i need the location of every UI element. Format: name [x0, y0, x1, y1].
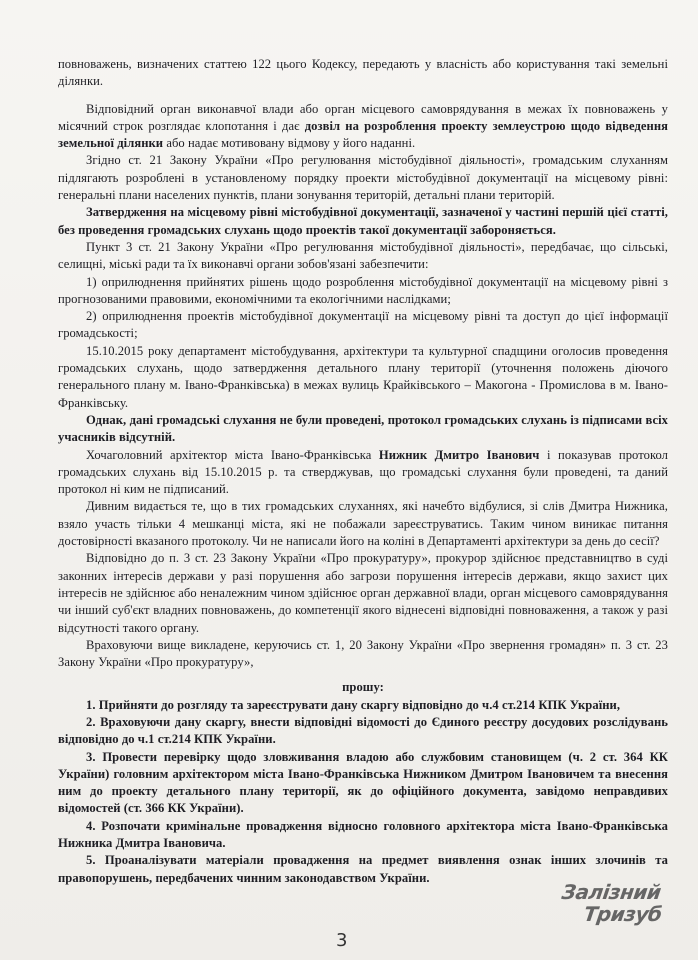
- paragraph: Дивним видається те, що в тих громадських слуханнях, які начебто відбулися, зі слів Дмитра Нижника, взяло участь тільки 4 мешканці міста, які не побажали зареєструватись. Таким чином виникає питання достовірності вказаного протоколу. Чи не написали його на коліні в Департаменті архітектури за день до сесії?: [58, 499, 668, 549]
- paragraph: Враховуючи вище викладене, керуючись ст. 1, 20 Закону України «Про звернення громадян» п. 3 ст. 23 Закону України «Про прокуратуру»,: [58, 637, 668, 670]
- request-item: 2. Враховуючи дану скаргу, внести відповідні відомості до Єдиного реєстру досудових розслідувань відповідно до ч.1 ст.214 КПК України.: [58, 714, 668, 747]
- page-number: 3: [336, 930, 348, 951]
- list-item: 1) оприлюднення прийнятих рішень щодо розроблення містобудівної документації на місцевому рівні з прогнозованими правовими, економічними та екологічними наслідками;: [58, 274, 668, 306]
- paragraph: Пункт 3 ст. 21 Закону України «Про регулювання містобудівної діяльності», передбачає, що сільські, селищні, міські ради та їх виконавчі органи зобов'язані забезпечити:: [58, 239, 668, 272]
- paragraph: Згідно ст. 21 Закону України «Про регулювання містобудівної діяльності», громадським слуханням підлягають розроблені в установленому порядку проекти містобудівної документації на місцевому рівні: генеральні плани населених пунктів, плани зонування територій, детальні плани територій.: [58, 153, 668, 203]
- paragraph: Відповідний орган виконавчої влади або орган місцевого самоврядування в межах їх повноважень у місячний строк розглядає клопотання і дає дозвіл на розроблення проекту землеустрою щодо відведення земельної ділянки або надає мотивовану відмову у його наданні.: [58, 101, 668, 151]
- list-item: 2) оприлюднення проектів містобудівної документації на місцевому рівні та доступ до цієї інформації громадськості;: [58, 309, 668, 341]
- request-item: 3. Провести перевірку щодо зловживання владою або службовим становищем (ч. 2 ст. 364 КК України) головним архітектором міста Івано-Франківська Нижником Дмитром Івановичем та внесення ним до проекту детального плану території, як до офіційного документа, завідомо неправдивих відомостей (ст. 366 КК України).: [58, 749, 668, 816]
- document-body: [58, 56, 668, 887]
- paragraph-bold: Однак, дані громадські слухання не були проведені, протокол громадських слухань із підписами всіх учасників відсутній.: [58, 412, 668, 445]
- paragraph: повноважень, визначених статтею 122 цього Кодексу, передають у власність або користування такі земельні ділянки.: [58, 57, 668, 89]
- logo-watermark: [558, 880, 688, 942]
- logo-text-line1: Залізний: [560, 880, 663, 904]
- request-item: 1. Прийняти до розгляду та зареєструвати дану скаргу відповідно до ч.4 ст.214 КПК України,: [86, 697, 621, 712]
- paragraph: Хочаголовний архітектор міста Івано-Франківська Нижник Дмитро Іванович і показував протокол громадських слухань від 15.10.2015 р. та стверджував, що громадські слухання були проведені, та даний протокол ні ким не підписаний.: [58, 447, 668, 497]
- paragraph: Відповідно до п. 3 ст. 23 Закону України «Про прокуратуру», прокурор здійснює представництво в суді законних інтересів держави у разі порушення або загрози порушення інтересів держави, якщо захист цих інтересів не здійснює або неналежним чином здійснює орган державної влади, орган місцевого самоврядування чи інший суб'єкт владних повноважень, до компетенції якого віднесені відповідні повноваження, а також у разі відсутності такого органу.: [58, 551, 668, 635]
- paragraph-bold: Затвердження на місцевому рівні містобудівної документації, зазначеної у частині першій цієї статті, без проведення громадських слухань щодо проектів такої документації забороняється.: [58, 205, 668, 237]
- paragraph: 15.10.2015 року департамент містобудування, архітектури та культурної спадщини оголосив проведення громадських слухань, щодо затвердження детального плану території (уточнення положень діючого генерального плану м. Івано-Франківська) в межах вулиць Крайківського – Макогона - Промислова в м. Івано-Франківську.: [58, 343, 668, 410]
- request-heading: прошу:: [342, 680, 384, 695]
- request-item: 5. Проаналізувати матеріали провадження на предмет виявлення ознак інших злочинів та правопорушень, передбачених чинним законодавством України.: [58, 853, 668, 885]
- logo-text-line2: Тризуб: [582, 902, 664, 926]
- request-item: 4. Розпочати кримінальне провадження відносно головного архітектора міста Івано-Франківська Нижника Дмитра Івановича.: [58, 818, 668, 851]
